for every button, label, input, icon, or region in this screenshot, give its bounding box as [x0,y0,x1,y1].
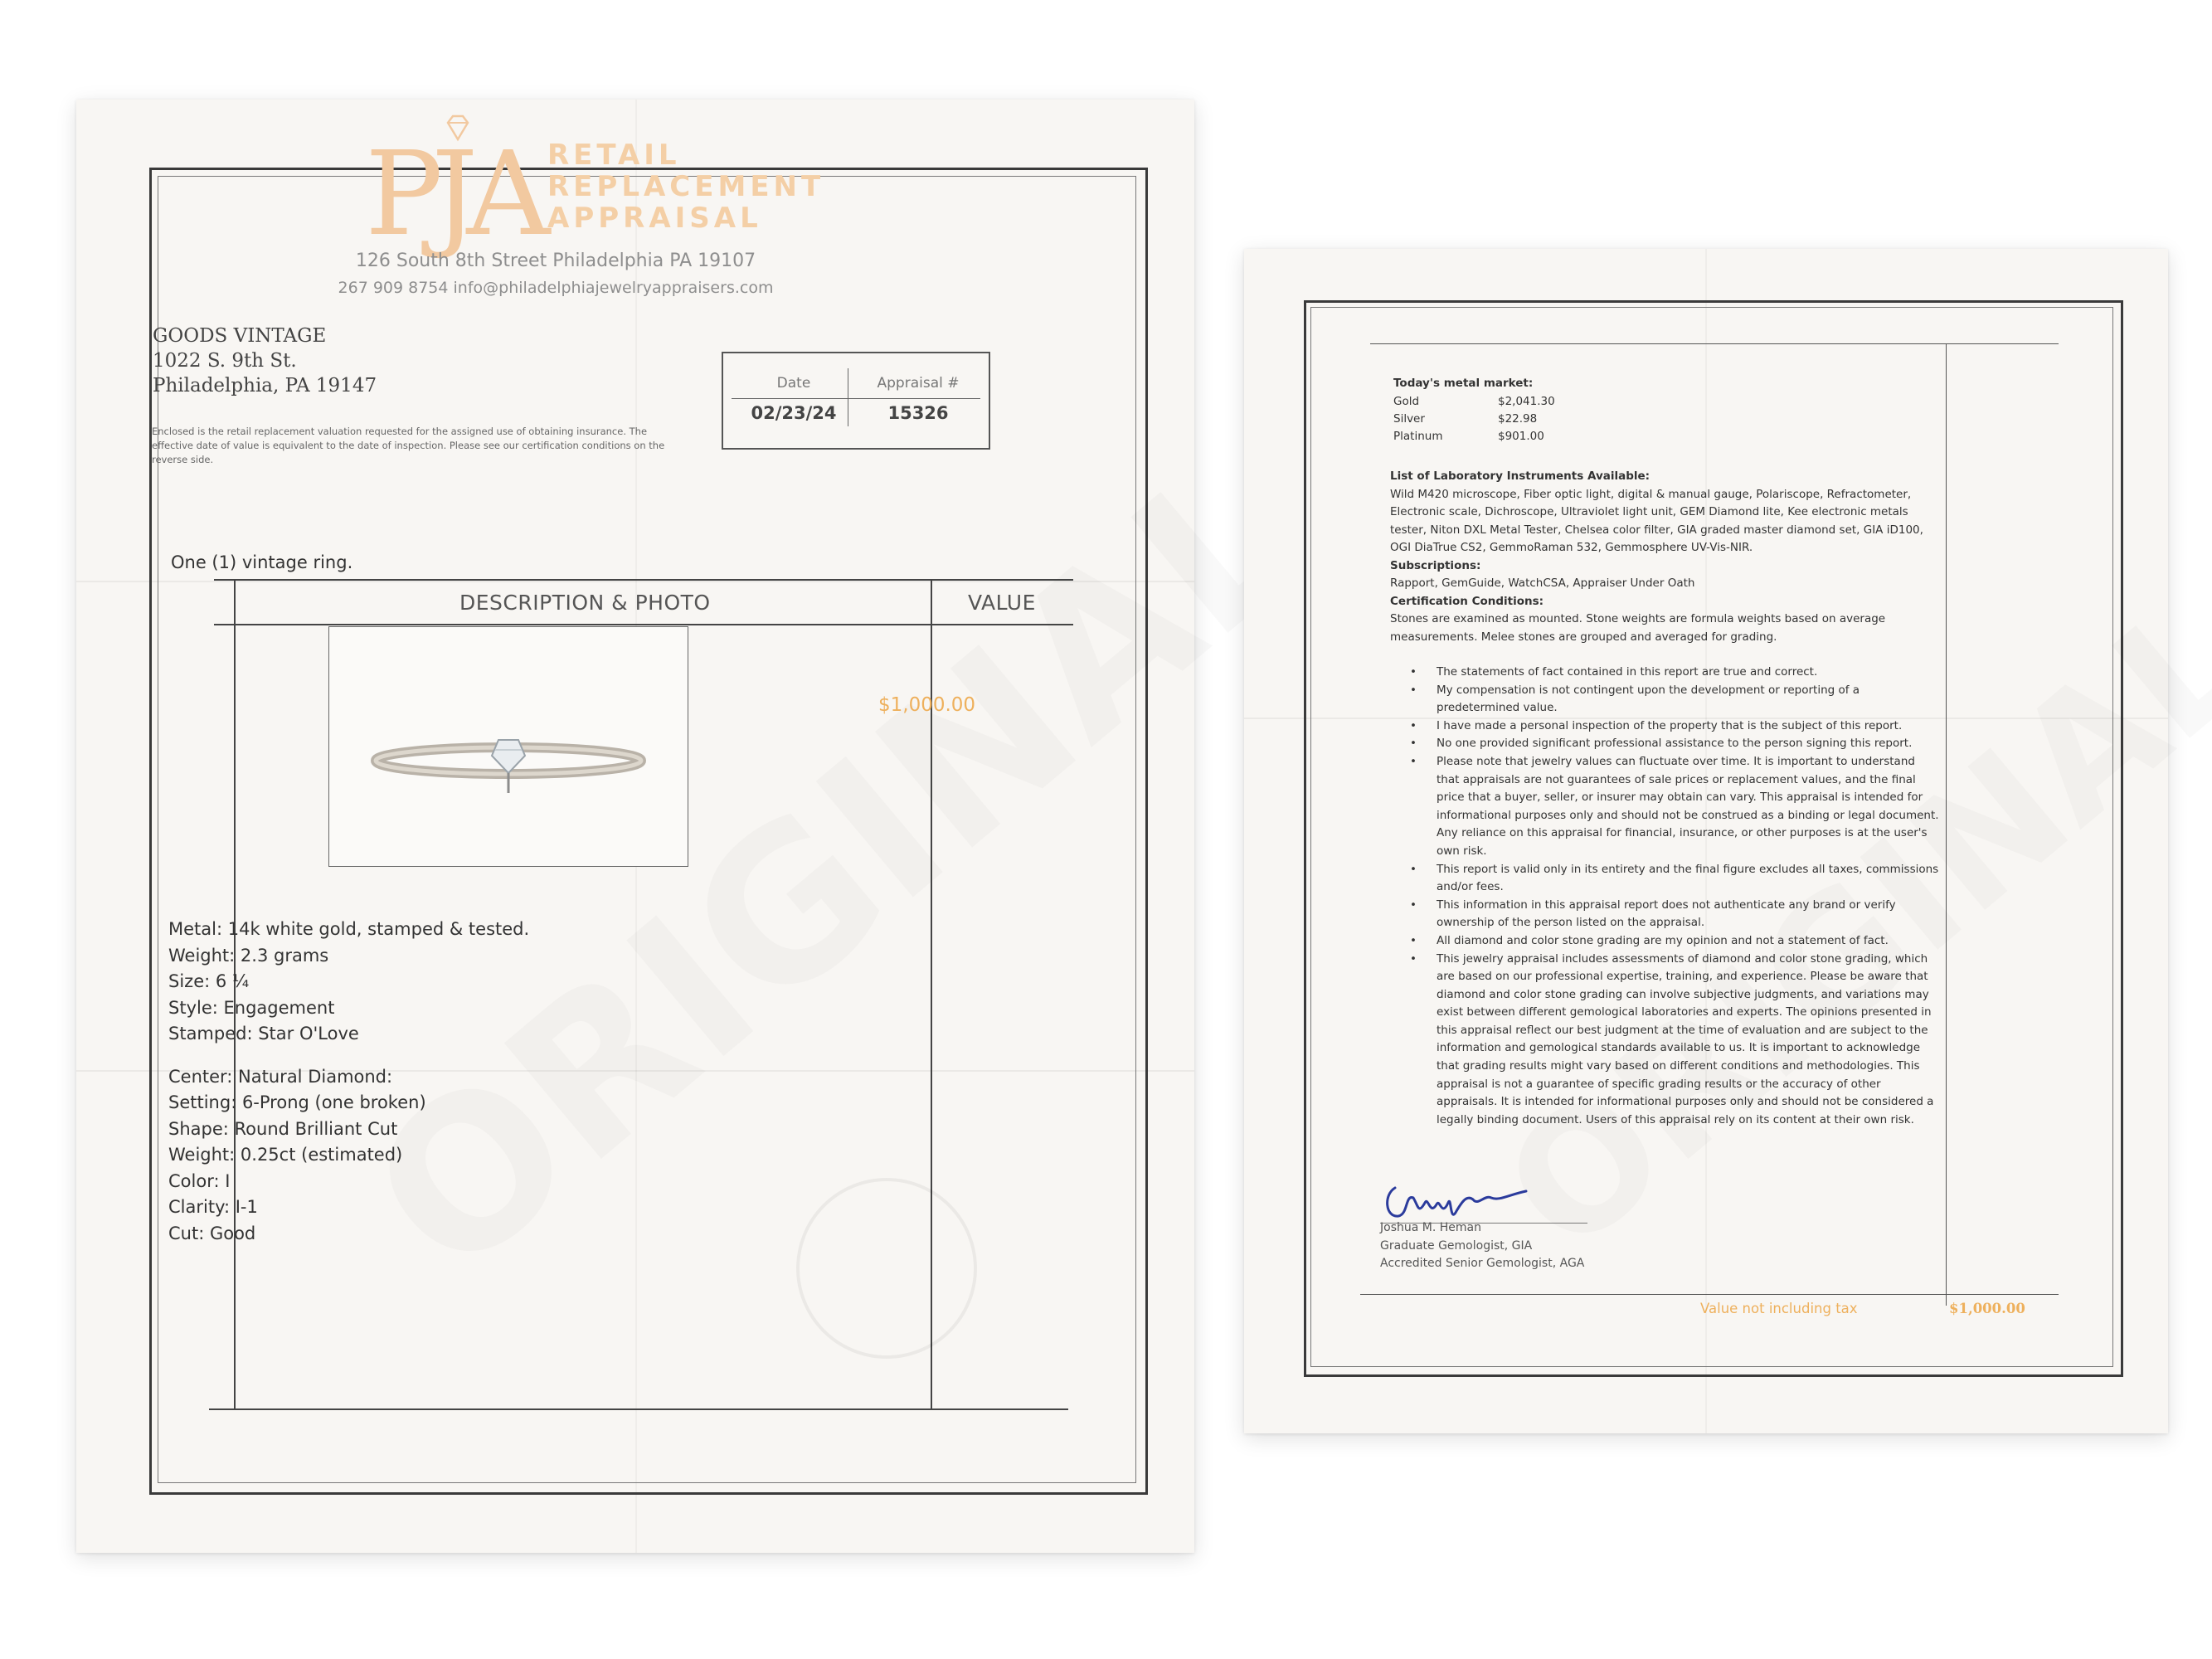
subscriptions-title: Subscriptions: [1390,558,1481,572]
certification-item: • This information in this appraisal report does not authenticate any brand or verify ownership of the person listed on the appraisal. [1410,897,1941,932]
spec-line: Cut: Good [168,1223,256,1243]
metal-price: $2,041.30 [1498,395,1555,408]
table-bottom-rule [209,1408,1068,1410]
spec-line: Weight: 2.3 grams [168,945,329,966]
spec-line: Style: Engagement [168,997,335,1018]
valuation-notice: Enclosed is the retail replacement valuation requested for the assigned use of obtaining insurance. The effective date of value is equivalent to the date of inspection. Please see our certification conditions on the reverse side. [152,426,665,465]
spec-line: Setting: 6-Prong (one broken) [168,1092,426,1112]
spec-line: Stamped: Star O'Love [168,1024,359,1044]
spec-line: Metal: 14k white gold, stamped & tested. [168,919,530,939]
signer-credential: Accredited Senior Gemologist, AGA [1380,1257,1585,1270]
logo-word: APPRAISAL [547,202,762,235]
client-city: Philadelphia, PA 19147 [153,375,377,397]
metal-market-title: Today's metal market: [1393,377,1534,390]
instruments-section [1390,468,1937,646]
back-top-rule [1370,343,2059,344]
value-label: Value not including tax [1700,1301,1858,1316]
appraised-value: $1,000.00 [878,694,976,716]
company-address: 126 South 8th Street Philadelphia PA 19107 [355,251,756,271]
metal-row [1393,428,1555,445]
diamond-icon [441,111,474,144]
certification-item: • Please note that jewelry values can fluctuate over time. It is important to understand that appraisals are not guarantees of sale prices or replacement values, and the final price that a buyer, seller, or insurer may obtain can vary. This appraisal is intended for informational purposes only and should not be construed as a binding or legal document. Any reliance on this appraisal for financial, insurance, or other purposes is at the user's own risk. [1410,753,1941,861]
metal-price: $22.98 [1498,412,1538,426]
logo-word: RETAIL [547,139,681,172]
date-label: Date [776,375,811,392]
embossed-seal [796,1178,977,1359]
metal-price: $901.00 [1498,430,1544,443]
signer-block [1380,1219,1584,1273]
date-appraisal-box [722,352,990,450]
instruments-title: List of Laboratory Instruments Available: [1390,469,1650,483]
logo-wordmark [547,139,824,234]
spec-line: Size: 6 ¼ [168,971,250,991]
certification-item: • All diamond and color stone grading are my opinion and not a statement of fact. [1410,932,1941,951]
metal-name: Silver [1393,412,1425,426]
spec-line: Color: I [168,1170,231,1191]
logo-monogram: PJA [365,127,539,262]
date-value: 02/23/24 [751,403,837,423]
logo-word: REPLACEMENT [547,170,825,203]
signer-name: Joshua M. Heman [1380,1221,1481,1234]
table-top-rule [214,579,1073,581]
spec-line: Center: Natural Diamond: [168,1066,393,1087]
conditions-title: Certification Conditions: [1390,594,1544,608]
ring-illustration [329,627,688,866]
conditions-text: Stones are examined as mounted. Stone weights are formula weights based on average measurements. Melee stones are grouped and averaged for grading. [1390,612,1886,644]
certification-bullets [1410,664,1941,1129]
subscriptions-list: Rapport, GemGuide, WatchCSA, Appraiser Under Oath [1390,577,1695,590]
spec-line: Clarity: I-1 [168,1197,258,1217]
metal-row [1393,411,1555,428]
ring-photo [328,626,688,867]
signer-credential: Graduate Gemologist, GIA [1380,1238,1533,1253]
client-address-block [153,324,377,398]
appraisal-number-value: 15326 [887,403,949,423]
metal-name: Platinum [1393,430,1443,443]
spec-line: Shape: Round Brilliant Cut [168,1118,398,1139]
metal-row [1393,393,1555,411]
spec-line: Weight: 0.25ct (estimated) [168,1145,403,1165]
description-column-header: DESCRIPTION & PHOTO [459,591,711,615]
value-column-header: VALUE [968,591,1036,615]
back-bottom-rule [1360,1294,2059,1295]
certification-item: • My compensation is not contingent upon the development or reporting of a predetermined value. [1410,682,1941,718]
table-header-rule [214,624,1073,625]
certification-item: • No one provided significant professional assistance to the person signing this report. [1410,735,1941,753]
certification-item: • This report is valid only in its entirety and the final figure excludes all taxes, commissions and/or fees. [1410,861,1941,897]
certification-item: • The statements of fact contained in this report are true and correct. [1410,664,1941,682]
company-contact: 267 909 8754 info@philadelphiajewelryappraisers.com [338,279,774,297]
metal-name: Gold [1393,395,1420,408]
client-name: GOODS VINTAGE [153,325,327,347]
certification-item: • This jewelry appraisal includes assessments of diamond and color stone grading, which are based on our professional expertise, training, and experience. Please be aware that diamond and color stone grading can involve subjective judgments, and variations may exist between different gemological laboratories and experts. The opinions presented in this appraisal reflect our best judgment at the time of evaluation and are subject to the information and gemological standards available to us. It is important to acknowledge that grading results might vary based on different conditions and methodologies. This appraisal is not a guarantee of specific grading results or the accuracy of other appraisals. It is intended for informational purposes only and should not be considered a legally binding document. Users of this appraisal rely on its content at their own risk. [1410,951,1941,1130]
client-street: 1022 S. 9th St. [153,350,297,372]
item-specifications [168,917,529,1247]
item-intro: One (1) vintage ring. [171,552,353,572]
value-amount: $1,000.00 [1949,1301,2025,1316]
metal-market-table [1393,393,1555,445]
certification-item: • I have made a personal inspection of the property that is the subject of this report. [1410,718,1941,736]
box-divider [732,398,980,399]
appraisal-number-label: Appraisal # [877,375,960,392]
instruments-list: Wild M420 microscope, Fiber optic light, digital & manual gauge, Polariscope, Refractometer, Electronic scale, Dichroscope, Ultraviolet light unit, GEM Diamond lite, Kee electronic metals tester, Niton DXL Metal Tester, Chelsea color filter, GIA graded master diamond set, GIA iD100, OGI DiaTrue CS2, GemmoRaman 532, Gemmosphere UV-Vis-NIR. [1390,487,1923,554]
